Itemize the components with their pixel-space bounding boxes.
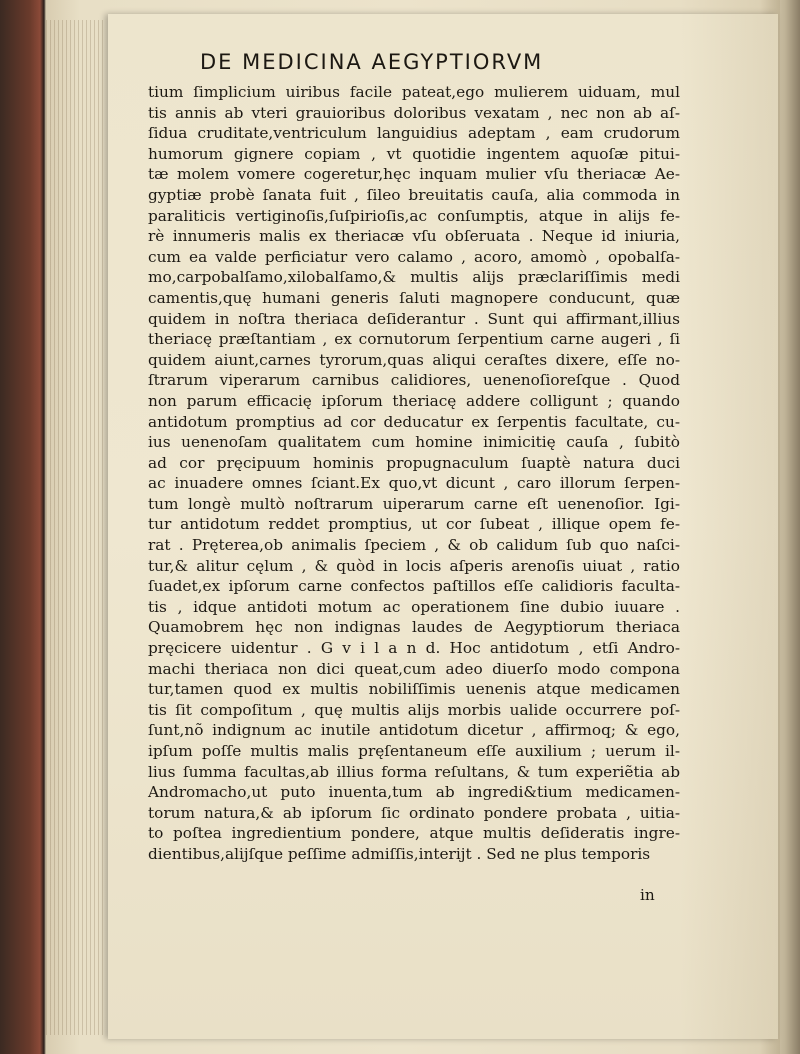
text-line: tur antidotum reddet promptius, ut cor ſubeat , illique opem fe-	[148, 515, 680, 534]
text-line: humorum gignere copiam , vt quotidie ingentem aquoſæ pitui-	[148, 144, 680, 163]
text-line: ac inuadere omnes ſciant.Ex quo,vt dicunt , caro illorum ſerpen-	[148, 474, 680, 493]
text-line: tis annis ab vteri grauioribus doloribus vexatam , nec non ab aſ-	[148, 103, 680, 122]
page-edges	[46, 20, 106, 1035]
text-line: Quamobrem hęc non indignas laudes de Aegyptiorum theriaca	[148, 618, 680, 637]
text-line: ipſum poſſe multis malis pręſentaneum eſſe auxilium ; uerum il-	[148, 742, 680, 760]
text-line: ſuadet,ex ipſorum carne confectos paſtillos eſſe calidioris faculta-	[148, 577, 680, 596]
text-line: gyptiæ probè ſanata fuit , ſileo breuitatis cauſa, alia commoda in	[148, 185, 680, 204]
text-line: mo,carpobalſamo,xilobalſamo,& multis alijs præclariſſimis medi	[148, 268, 680, 287]
text-line: Andromacho,ut puto inuenta,tum ab ingredi&tium medicamen-	[148, 783, 680, 802]
text-line: pręcicere uidentur . G v i l a n d. Hoc antidotum , etſi Andro-	[148, 639, 680, 658]
text-line: to poſtea ingredientium pondere, atque multis deſideratis ingre-	[148, 824, 680, 843]
text-line: lius ſumma facultas,ab illius forma reſultans, & tum experiẽtia ab	[148, 762, 680, 781]
text-line: tur,tamen quod ex multis nobiliſſimis uenenis atque medicamen	[148, 680, 680, 699]
text-line: non parum efficacię ipſorum theriacę addere colligunt ; quando	[148, 391, 680, 410]
text-line: tis ſit compoſitum , quę multis alijs morbis ualide occurrere poſ-	[148, 700, 680, 719]
text-line: torum natura,& ab ipſorum ſic ordinato pondere probata , uitia-	[148, 803, 680, 822]
body-text	[148, 82, 680, 865]
text-line: camentis,quę humani generis ſaluti magnopere conducunt, quæ	[148, 288, 680, 307]
text-line: dientibus,alijſque peſſime admiſſis,interijt . Sed ne plus temporis	[148, 844, 651, 863]
text-line: ſtrarum viperarum carnibus calidiores, uenenoſioreſque . Quod	[148, 371, 680, 390]
text-line: quidem in noſtra theriaca deſiderantur . Sunt qui affirmant,illius	[148, 309, 680, 328]
text-line: tis , idque antidoti motum ac operationem ſine dubio iuuare .	[148, 597, 680, 616]
text-line: tum longè multò noſtrarum uiperarum carne eſt uenenoſior. Igi-	[148, 494, 680, 513]
text-line: machi theriaca non dici queat,cum adeo diuerſo modo compona	[148, 659, 680, 678]
text-line: tur,& alitur cęlum , & quòd in locis aſperis arenoſis uiuat , ratio	[148, 556, 680, 575]
text-line: quidem aiunt,carnes tyrorum,quas aliqui ceraſtes dixere, eſſe no-	[148, 350, 680, 369]
text-line: theriacę præſtantiam , ex cornutorum ſerpentium carne augeri , ſi	[148, 330, 680, 349]
text-line: ius uenenoſam qualitatem cum homine inimicitię cauſa , ſubitò	[148, 433, 680, 452]
running-head: DE MEDICINA AEGYPTIORVM	[200, 50, 544, 74]
text-line: cum ea valde perficiatur vero calamo , acoro, amomò , opobalſa-	[148, 247, 680, 266]
text-line: rat . Pręterea,ob animalis ſpeciem , & ob calidum ſub quo naſci-	[148, 536, 680, 555]
text-line: tæ molem vomere cogeretur,hęc inquam mulier vſu theriacæ Ae-	[148, 165, 680, 184]
text-line: ſidua cruditate,ventriculum languidius adeptam , eam crudorum	[148, 124, 680, 143]
text-line: ad cor pręcipuum hominis propugnaculum ſuaptè natura duci	[148, 453, 680, 472]
text-line: paraliticis vertiginoſis,ſuſpirioſis,ac conſumptis, atque in alijs fe-	[148, 206, 680, 225]
catchword: in	[640, 886, 655, 904]
text-line: rè innumeris malis ex theriacæ vſu obſeruata . Neque id iniuria,	[148, 227, 680, 246]
text-line: ſunt,nõ indignum ac inutile antidotum dicetur , affirmoq; & ego,	[148, 721, 680, 740]
text-line: tium ſimplicium uiribus facile pateat,ego mulierem uiduam, mul	[148, 83, 680, 101]
text-line: antidotum promptius ad cor deducatur ex ſerpentis facultate, cu-	[148, 412, 680, 431]
